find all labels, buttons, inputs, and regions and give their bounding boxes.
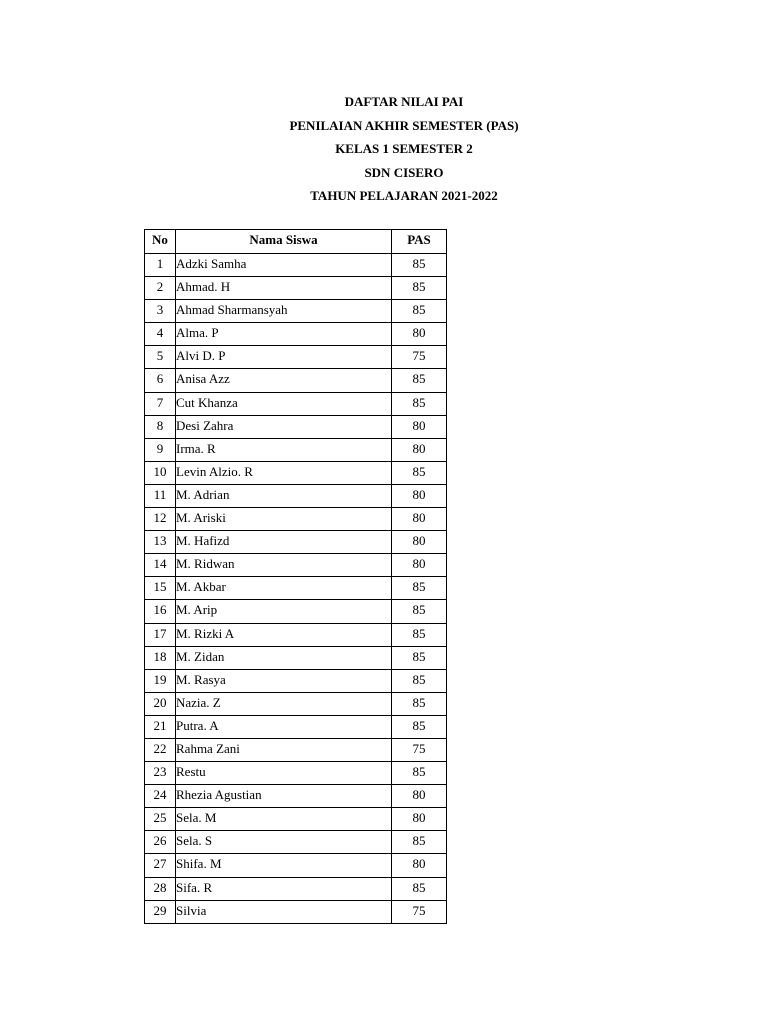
table-row	[145, 577, 447, 600]
row-number: 26	[145, 831, 176, 854]
table-row	[145, 831, 447, 854]
pas-score: 85	[392, 762, 447, 785]
table-row	[145, 854, 447, 877]
document-title: DAFTAR NILAI PAI	[344, 94, 464, 109]
header-row	[145, 230, 447, 254]
student-name: Adzki Samha	[176, 254, 392, 277]
row-number: 22	[145, 738, 176, 761]
student-name: Alvi D. P	[176, 346, 392, 369]
row-number: 10	[145, 461, 176, 484]
table-row	[145, 877, 447, 900]
table-row	[145, 300, 447, 323]
row-number: 24	[145, 785, 176, 808]
table-row	[145, 461, 447, 484]
table-row	[145, 277, 447, 300]
pas-score: 85	[392, 692, 447, 715]
student-name: M. Rasya	[176, 669, 392, 692]
pas-score: 75	[392, 738, 447, 761]
row-number: 17	[145, 623, 176, 646]
table-row	[145, 508, 447, 531]
pas-score: 85	[392, 392, 447, 415]
table-row	[145, 738, 447, 761]
table-row	[145, 346, 447, 369]
pas-score: 80	[392, 531, 447, 554]
student-name: Alma. P	[176, 323, 392, 346]
column-header-name: Nama Siswa	[176, 230, 392, 254]
pas-score: 85	[392, 831, 447, 854]
student-name: Putra. A	[176, 715, 392, 738]
pas-score: 80	[392, 323, 447, 346]
pas-score: 85	[392, 369, 447, 392]
row-number: 25	[145, 808, 176, 831]
table-row	[145, 715, 447, 738]
pas-score: 85	[392, 715, 447, 738]
pas-score: 80	[392, 508, 447, 531]
column-header-pas: PAS	[392, 230, 447, 254]
pas-score: 85	[392, 600, 447, 623]
table-row	[145, 785, 447, 808]
pas-score: 85	[392, 277, 447, 300]
column-header-no: No	[145, 230, 176, 254]
row-number: 2	[145, 277, 176, 300]
table-row	[145, 254, 447, 277]
table-row	[145, 369, 447, 392]
table-row	[145, 600, 447, 623]
table-row	[145, 484, 447, 507]
grades-table	[144, 229, 447, 924]
document-header	[0, 90, 768, 208]
student-name: Rhezia Agustian	[176, 785, 392, 808]
student-name: Sela. S	[176, 831, 392, 854]
row-number: 3	[145, 300, 176, 323]
pas-score: 85	[392, 623, 447, 646]
row-number: 28	[145, 877, 176, 900]
student-name: Shifa. M	[176, 854, 392, 877]
pas-score: 80	[392, 484, 447, 507]
student-name: M. Zidan	[176, 646, 392, 669]
row-number: 18	[145, 646, 176, 669]
row-number: 1	[145, 254, 176, 277]
academic-year: TAHUN PELAJARAN 2021-2022	[310, 188, 498, 203]
pas-score: 85	[392, 577, 447, 600]
table-row	[145, 623, 447, 646]
pas-score: 75	[392, 900, 447, 923]
pas-score: 80	[392, 438, 447, 461]
student-name: Silvia	[176, 900, 392, 923]
table-row	[145, 808, 447, 831]
assessment-name: PENILAIAN AKHIR SEMESTER (PAS)	[289, 117, 519, 133]
row-number: 13	[145, 531, 176, 554]
school-name: SDN CISERO	[364, 164, 444, 180]
student-name: Ahmad Sharmansyah	[176, 300, 392, 323]
table-row	[145, 646, 447, 669]
row-number: 20	[145, 692, 176, 715]
table-row	[145, 415, 447, 438]
pas-score: 85	[392, 254, 447, 277]
pas-score: 80	[392, 808, 447, 831]
student-name: M. Arip	[176, 600, 392, 623]
table-row	[145, 900, 447, 923]
student-name: Rahma Zani	[176, 738, 392, 761]
row-number: 12	[145, 508, 176, 531]
row-number: 27	[145, 854, 176, 877]
student-name: Restu	[176, 762, 392, 785]
student-name: M. Akbar	[176, 577, 392, 600]
row-number: 5	[145, 346, 176, 369]
pas-score: 85	[392, 461, 447, 484]
pas-score: 80	[392, 854, 447, 877]
table-body	[145, 254, 447, 924]
student-name: Sela. M	[176, 808, 392, 831]
table-row	[145, 438, 447, 461]
row-number: 7	[145, 392, 176, 415]
table-row	[145, 531, 447, 554]
row-number: 15	[145, 577, 176, 600]
row-number: 8	[145, 415, 176, 438]
table-row	[145, 692, 447, 715]
pas-score: 85	[392, 669, 447, 692]
student-name: Levin Alzio. R	[176, 461, 392, 484]
table-row	[145, 762, 447, 785]
student-name: Cut Khanza	[176, 392, 392, 415]
student-name: Sifa. R	[176, 877, 392, 900]
student-name: Ahmad. H	[176, 277, 392, 300]
row-number: 11	[145, 484, 176, 507]
pas-score: 80	[392, 785, 447, 808]
row-number: 6	[145, 369, 176, 392]
row-number: 16	[145, 600, 176, 623]
student-name: M. Ridwan	[176, 554, 392, 577]
class-semester: KELAS 1 SEMESTER 2	[335, 141, 473, 156]
student-name: Anisa Azz	[176, 369, 392, 392]
row-number: 9	[145, 438, 176, 461]
pas-score: 85	[392, 646, 447, 669]
row-number: 19	[145, 669, 176, 692]
student-name: Irma. R	[176, 438, 392, 461]
row-number: 21	[145, 715, 176, 738]
student-name: M. Hafizd	[176, 531, 392, 554]
row-number: 4	[145, 323, 176, 346]
pas-score: 75	[392, 346, 447, 369]
pas-score: 80	[392, 415, 447, 438]
pas-score: 80	[392, 554, 447, 577]
row-number: 29	[145, 900, 176, 923]
table-header	[145, 230, 447, 254]
student-name: Nazia. Z	[176, 692, 392, 715]
table-row	[145, 554, 447, 577]
row-number: 23	[145, 762, 176, 785]
pas-score: 85	[392, 877, 447, 900]
pas-score: 85	[392, 300, 447, 323]
table-row	[145, 392, 447, 415]
student-name: M. Ariski	[176, 508, 392, 531]
table-row	[145, 323, 447, 346]
student-name: M. Adrian	[176, 484, 392, 507]
student-name: M. Rizki A	[176, 623, 392, 646]
table-row	[145, 669, 447, 692]
row-number: 14	[145, 554, 176, 577]
student-name: Desi Zahra	[176, 415, 392, 438]
